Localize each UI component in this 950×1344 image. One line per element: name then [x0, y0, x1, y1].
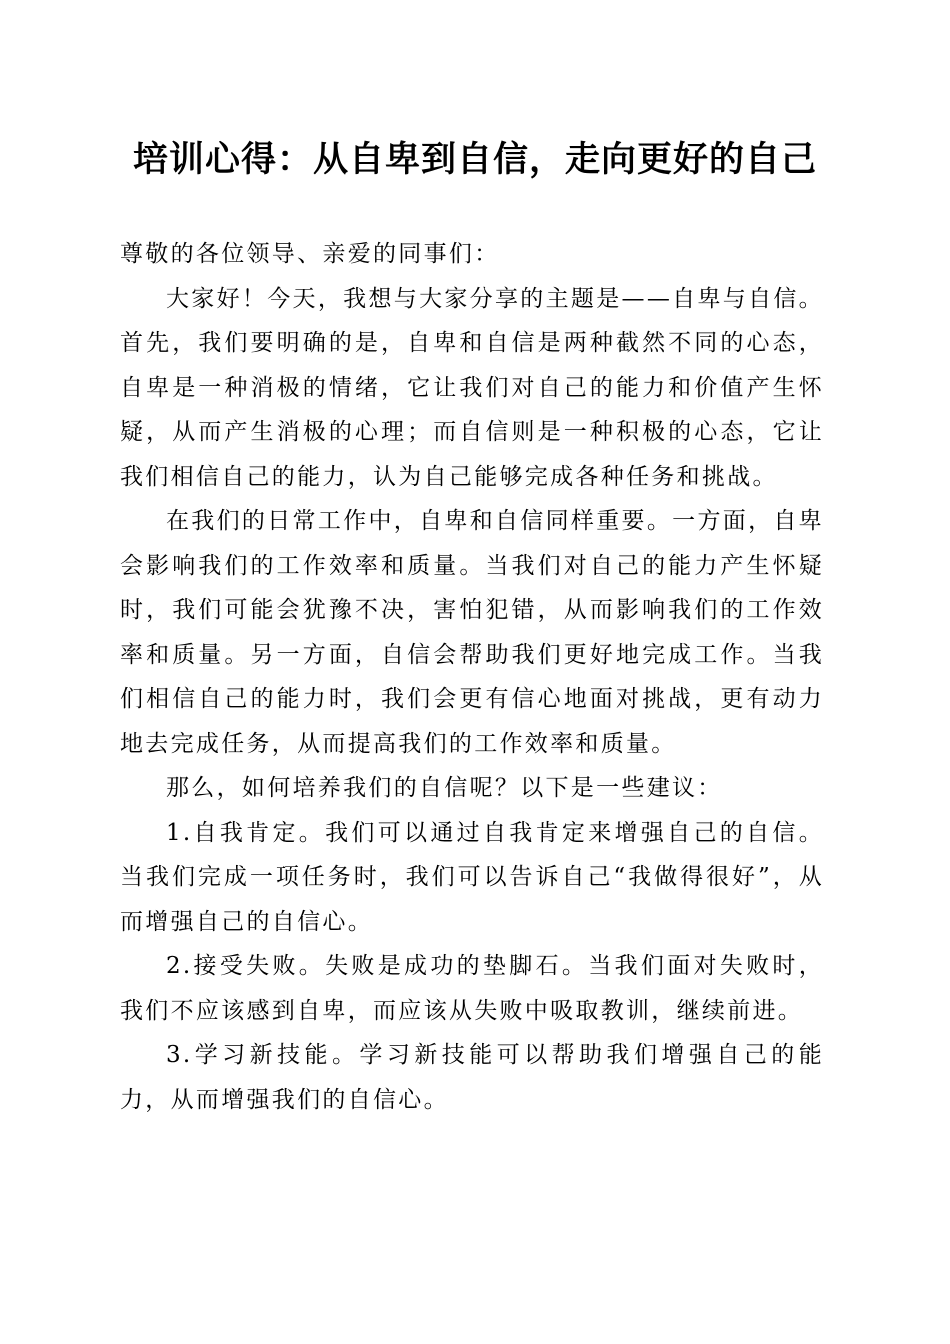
list-item-learn-skills: 3.学习新技能。学习新技能可以帮助我们增强自己的能力，从而增强我们的自信心。: [120, 1042, 824, 1113]
list-item-accept-failure: 2.接受失败。失败是成功的垫脚石。当我们面对失败时，我们不应该感到自卑，而应该从失败中吸取教训，继续前进。: [120, 953, 824, 1024]
paragraph-work-impact: 在我们的日常工作中，自卑和自信同样重要。一方面，自卑会影响我们的工作效率和质量。当我们对自己的能力产生怀疑时，我们可能会犹豫不决，害怕犯错，从而影响我们的工作效率和质量。另一方面，自信会帮助我们更好地完成工作。当我们相信自己的能力时，我们会更有信心地面对挑战，更有动力地去完成任务，从而提高我们的工作效率和质量。: [120, 508, 824, 757]
document-body: [120, 232, 824, 1122]
document-title: 培训心得：从自卑到自信，走向更好的自己: [132, 139, 817, 180]
salutation: 尊敬的各位领导、亲爱的同事们：: [120, 241, 500, 267]
list-item-self-affirmation: 1.自我肯定。我们可以通过自我肯定来增强自己的自信。当我们完成一项任务时，我们可以告诉自己“我做得很好”，从而增强自己的自信心。: [120, 819, 824, 935]
paragraph-suggestions-intro: 那么，如何培养我们的自信呢？以下是一些建议：: [166, 775, 723, 801]
paragraph-intro: 大家好！今天，我想与大家分享的主题是——自卑与自信。首先，我们要明确的是，自卑和自信是两种截然不同的心态，自卑是一种消极的情绪，它让我们对自己的能力和价值产生怀疑，从而产生消极的心理；而自信则是一种积极的心态，它让我们相信自己的能力，认为自己能够完成各种任务和挑战。: [120, 285, 824, 490]
